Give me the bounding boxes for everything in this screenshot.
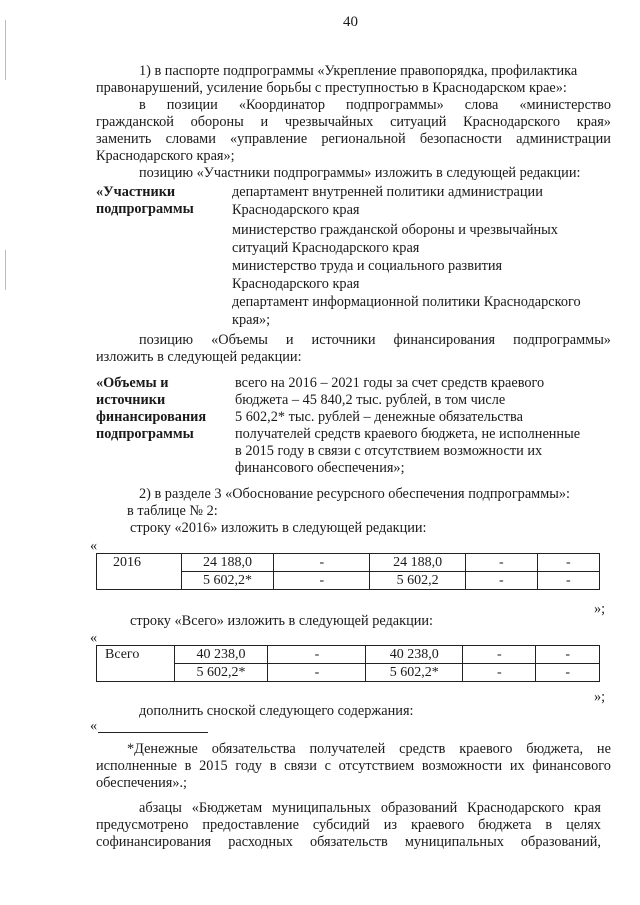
table-cell: - xyxy=(537,554,599,572)
word: абзацы xyxy=(139,800,182,816)
participant-line: Краснодарского края xyxy=(232,202,360,218)
table-cell: - xyxy=(274,554,370,572)
word: позицию xyxy=(139,332,194,348)
word: позиции xyxy=(166,97,218,113)
total-label-cell: Всего xyxy=(97,646,175,682)
table-cell: - xyxy=(537,572,599,590)
justified-line xyxy=(139,97,611,114)
word: и xyxy=(260,114,269,130)
word: подпрограммы» xyxy=(345,97,444,113)
word: обороны xyxy=(190,114,244,130)
paragraph-line: позицию «Участники подпрограммы» изложить в следующей редакции: xyxy=(139,165,581,181)
volumes-line: бюджета – 45 840,2 тыс. рублей, в том числе xyxy=(235,392,506,408)
word: чрезвычайных xyxy=(284,114,374,130)
quote-open: « xyxy=(90,718,98,734)
table-total xyxy=(96,645,600,682)
paragraph-line: Краснодарского края»; xyxy=(96,148,235,164)
word: муниципальных xyxy=(272,800,371,816)
quote-close: »; xyxy=(594,689,606,705)
justified-line xyxy=(139,800,601,817)
word: в xyxy=(269,758,277,774)
word: Краснодарского xyxy=(463,114,561,130)
word: возможности xyxy=(421,758,503,774)
volumes-line: финансового обеспечения»; xyxy=(235,460,405,476)
volumes-label-line: подпрограммы xyxy=(96,426,194,442)
volumes-label-line: источники xyxy=(96,392,166,408)
word: в xyxy=(139,97,146,113)
word: из xyxy=(383,817,398,833)
word: источники xyxy=(311,332,376,348)
word: целях xyxy=(566,817,601,833)
word: края xyxy=(573,800,601,816)
word: бюджета xyxy=(478,817,532,833)
word: в xyxy=(545,817,553,833)
table-cell: - xyxy=(465,554,537,572)
table-row xyxy=(97,646,600,664)
word: расходных xyxy=(228,834,293,850)
word: отсутствием xyxy=(338,758,415,774)
paragraph-line: изложить в следующей редакции: xyxy=(96,349,302,365)
table-cell: 5 602,2* xyxy=(181,572,274,590)
word: их xyxy=(509,758,525,774)
word: «Координатор xyxy=(238,97,325,113)
word: словами xyxy=(165,131,216,147)
word: образований, xyxy=(520,834,601,850)
word: гражданской xyxy=(96,114,174,130)
justified-line xyxy=(96,834,601,851)
word: финансирования xyxy=(393,332,496,348)
word: субсидий xyxy=(312,817,370,833)
participant-line: края»; xyxy=(232,312,271,328)
paragraph-line: дополнить сноской следующего содержания: xyxy=(139,703,414,719)
quote-open: « xyxy=(90,630,98,646)
word: краевого xyxy=(410,817,465,833)
participant-line: Краснодарского края xyxy=(232,276,360,292)
volumes-line: 5 602,2* тыс. рублей – денежные обязательства xyxy=(235,409,523,425)
paragraph-line: 1) в паспорте подпрограммы «Укрепление правопорядка, профилактика xyxy=(139,63,578,79)
volumes-label-line: финансирования xyxy=(96,409,207,425)
word: «Бюджетам xyxy=(191,800,263,816)
volumes-line: в 2015 году в связи с отсутствием возможности их xyxy=(235,443,543,459)
word: заменить xyxy=(96,131,152,147)
justified-line xyxy=(127,741,611,758)
table-2016 xyxy=(96,553,600,590)
participants-label: «Участники xyxy=(96,184,176,200)
table-cell: 40 238,0 xyxy=(366,646,463,664)
justified-line xyxy=(96,131,611,148)
volumes-label-line: «Объемы и xyxy=(96,375,169,391)
table-cell: - xyxy=(463,646,536,664)
paragraph-line: обеспечения».; xyxy=(96,775,188,791)
word: финансового xyxy=(532,758,611,774)
table-cell: 5 602,2* xyxy=(174,664,268,682)
word: администрации xyxy=(516,131,611,147)
participant-line: департамент внутренней политики администрации xyxy=(232,184,543,200)
paragraph-line: строку «Всего» изложить в следующей редакции: xyxy=(130,613,433,629)
table-row xyxy=(97,554,600,572)
table-cell: 5 602,2 xyxy=(370,572,466,590)
word: не xyxy=(596,741,611,757)
word: региональной xyxy=(321,131,406,147)
word: «управление xyxy=(230,131,308,147)
justified-line xyxy=(96,758,611,775)
word: и xyxy=(285,332,294,348)
table-cell: 40 238,0 xyxy=(174,646,268,664)
participants-label: подпрограммы xyxy=(96,201,194,217)
word: софинансирования xyxy=(96,834,212,850)
word: «министерство xyxy=(519,97,611,113)
paragraph-line: строку «2016» изложить в следующей редакции: xyxy=(130,520,427,536)
scan-artifact xyxy=(5,20,6,80)
table-cell: - xyxy=(268,646,366,664)
page-number: 40 xyxy=(343,14,358,30)
word: предоставление xyxy=(202,817,299,833)
word: ситуаций xyxy=(390,114,447,130)
volumes-line: получателей средств краевого бюджета, не исполненные xyxy=(235,426,581,442)
table-cell: 24 188,0 xyxy=(181,554,274,572)
word: 2015 xyxy=(199,758,228,774)
table-cell: - xyxy=(268,664,366,682)
word: в xyxy=(184,758,192,774)
word: края» xyxy=(576,114,611,130)
justified-line xyxy=(139,332,611,349)
justified-line xyxy=(96,114,611,131)
word: безопасности xyxy=(419,131,502,147)
quote-open: « xyxy=(90,538,98,554)
table-cell: 24 188,0 xyxy=(370,554,466,572)
paragraph-line: правонарушений, усиление борьбы с преступностью в Краснодарском крае»: xyxy=(96,80,567,96)
word: краевого xyxy=(459,741,513,757)
word: бюджета, xyxy=(526,741,584,757)
word: обязательств xyxy=(309,834,388,850)
word: с xyxy=(324,758,331,774)
paragraph-line: в таблице № 2: xyxy=(127,503,218,519)
word: предусмотрено xyxy=(96,817,189,833)
table-cell: 5 602,2* xyxy=(366,664,463,682)
word: связи xyxy=(284,758,317,774)
word: Краснодарского xyxy=(467,800,565,816)
participant-line: министерство труда и социального развития xyxy=(232,258,503,274)
year-cell: 2016 xyxy=(97,554,182,590)
quote-close: »; xyxy=(594,601,606,617)
table-cell: - xyxy=(536,646,600,664)
paragraph-line: 2) в разделе 3 «Обоснование ресурсного обеспечения подпрограммы»: xyxy=(139,486,570,502)
word: получателей xyxy=(309,741,386,757)
word: году xyxy=(235,758,263,774)
word: слова xyxy=(464,97,499,113)
word: средств xyxy=(399,741,446,757)
word: «Объемы xyxy=(211,332,268,348)
table-cell: - xyxy=(536,664,600,682)
footnote-separator xyxy=(98,732,208,733)
word: образований xyxy=(380,800,458,816)
participant-line: министерство гражданской обороны и чрезвычайных xyxy=(232,222,558,238)
volumes-line: всего на 2016 – 2021 годы за счет средств краевого xyxy=(235,375,545,391)
justified-line xyxy=(96,817,601,834)
participant-line: ситуаций Краснодарского края xyxy=(232,240,420,256)
word: муниципальных xyxy=(404,834,504,850)
word: исполненные xyxy=(96,758,177,774)
word: подпрограммы» xyxy=(513,332,611,348)
word: обязательства xyxy=(211,741,296,757)
table-cell: - xyxy=(274,572,370,590)
scan-artifact xyxy=(5,250,6,290)
table-cell: - xyxy=(465,572,537,590)
word: *Денежные xyxy=(127,741,198,757)
table-cell: - xyxy=(463,664,536,682)
participant-line: департамент информационной политики Краснодарского xyxy=(232,294,581,310)
